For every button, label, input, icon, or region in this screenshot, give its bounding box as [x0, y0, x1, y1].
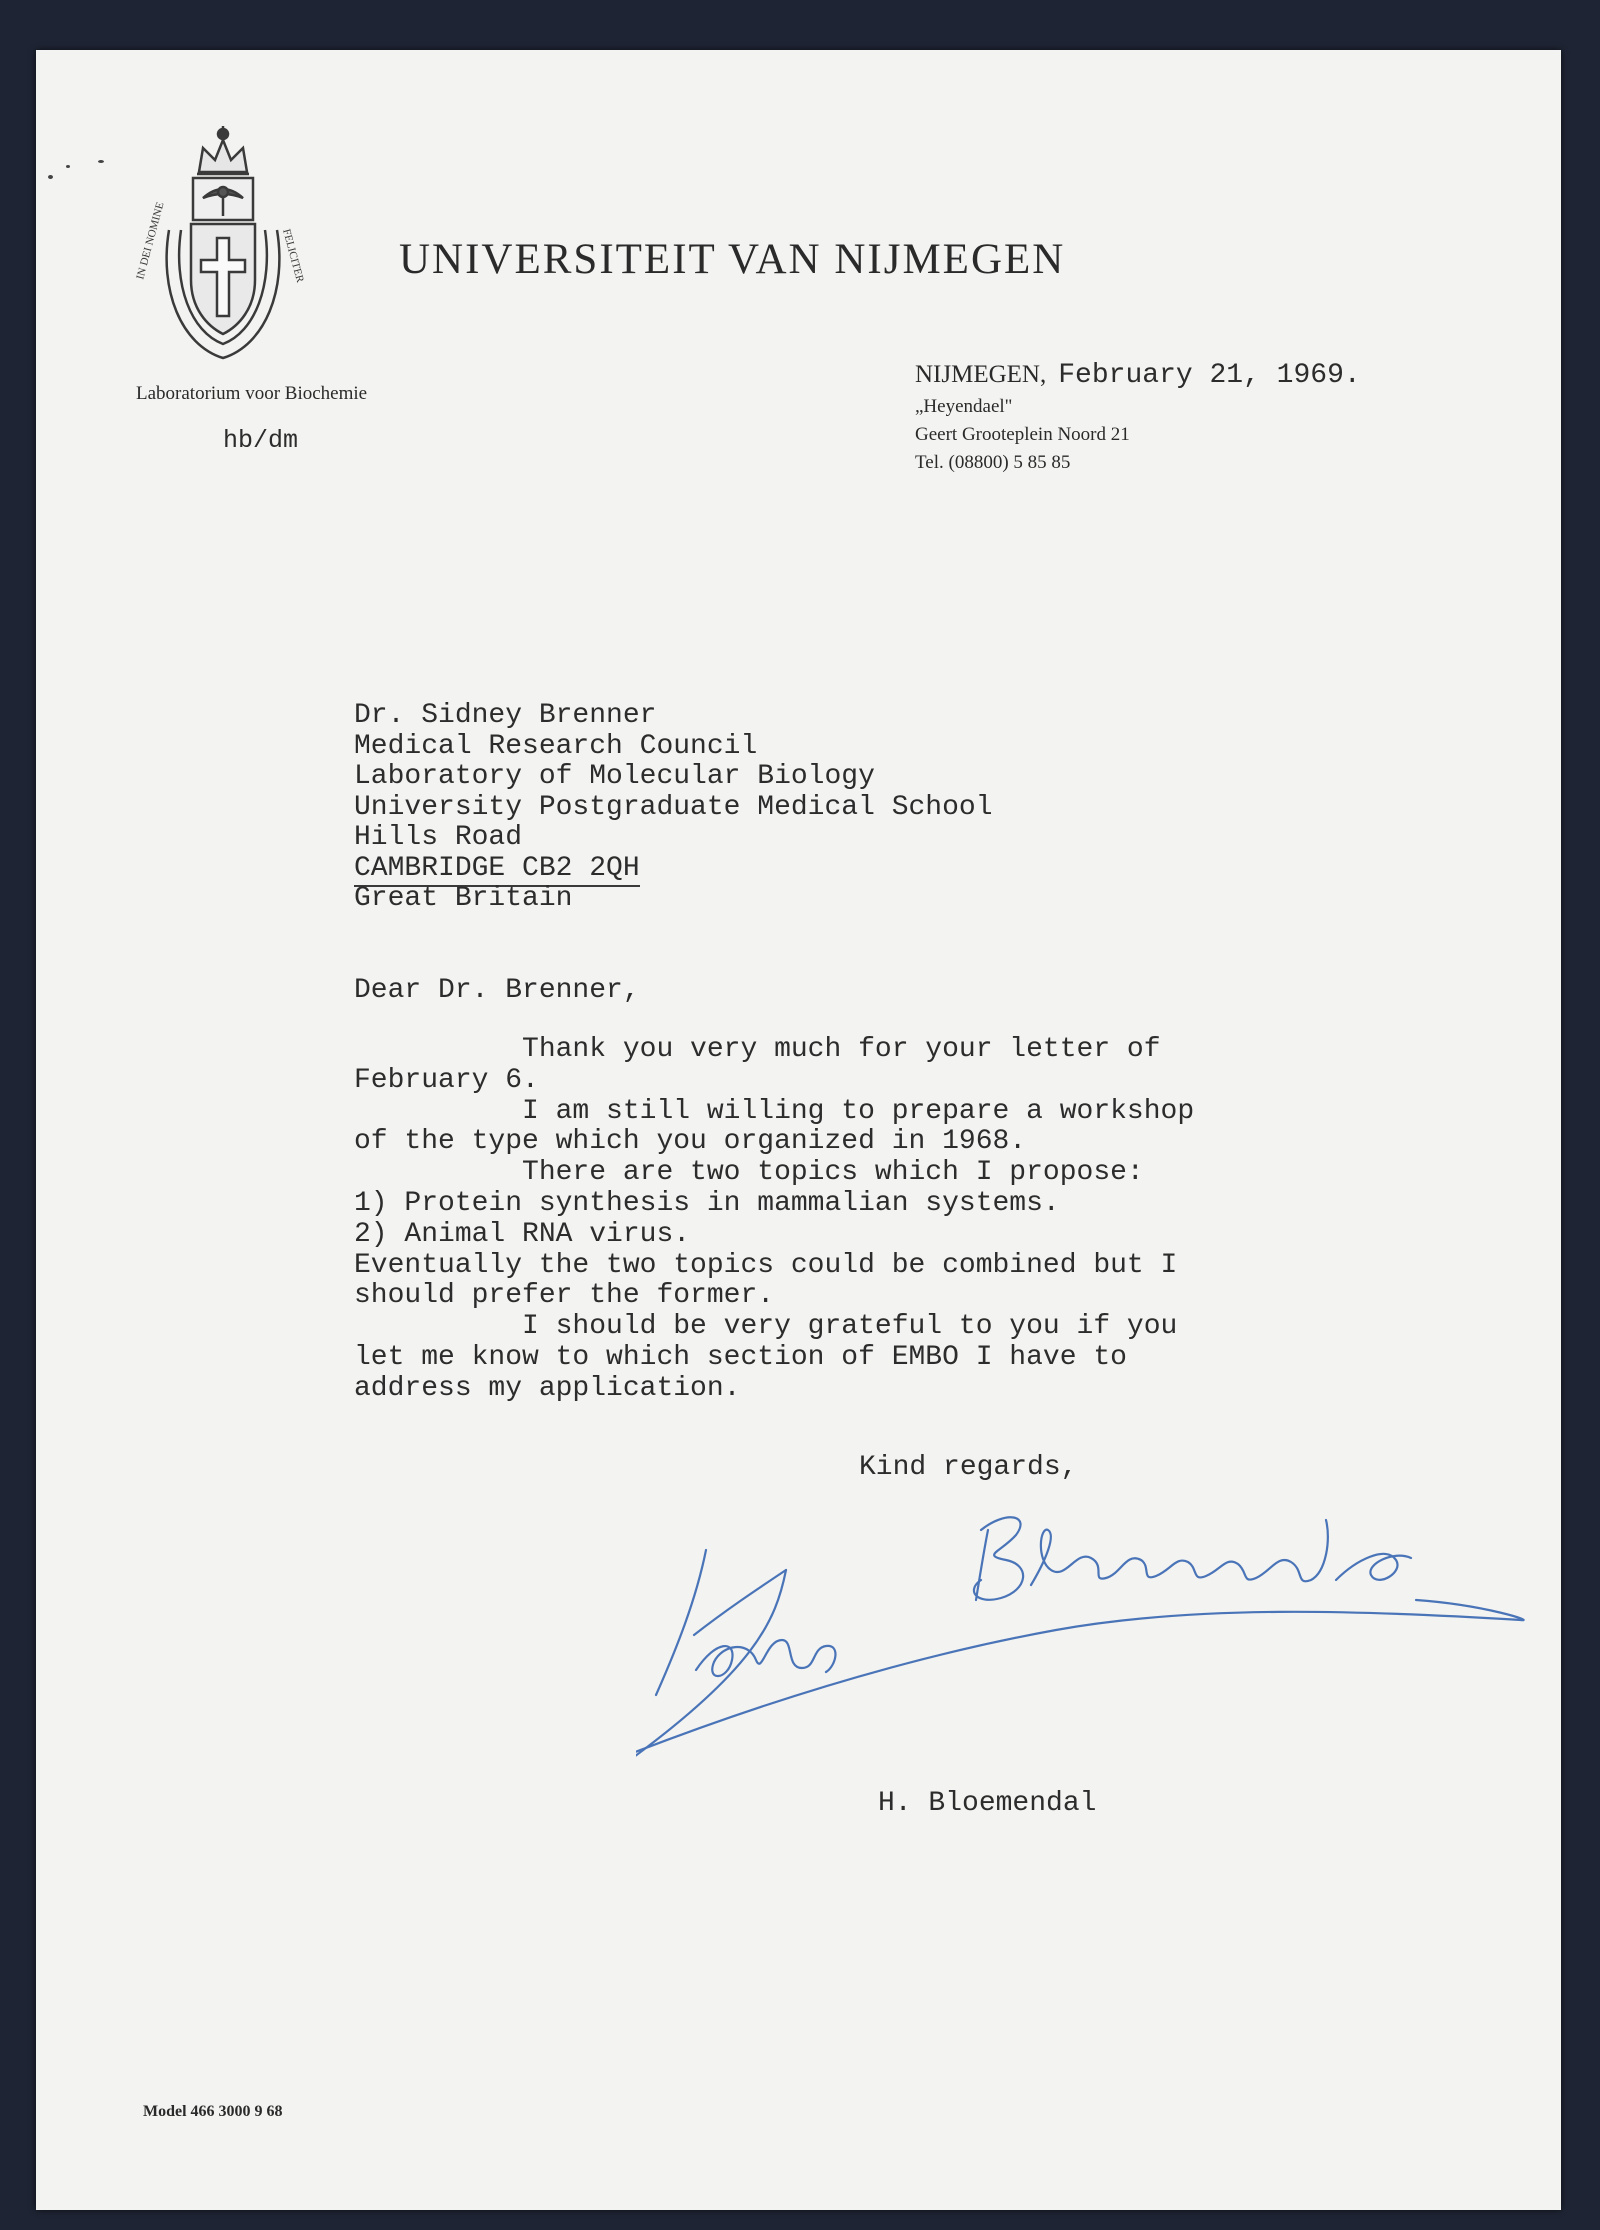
handwritten-signature	[636, 1490, 1586, 1840]
body-line: February 6.	[354, 1064, 539, 1096]
body-line: 2) Animal RNA virus.	[354, 1218, 691, 1250]
recipient-line: Laboratory of Molecular Biology	[354, 761, 875, 792]
ink-speck	[48, 175, 53, 179]
body-line: address my application.	[354, 1372, 741, 1404]
body-line: I should be very grateful to you if you	[354, 1311, 1178, 1343]
university-crest-icon	[131, 120, 316, 365]
body-line: Eventually the two topics could be combined but I	[354, 1249, 1178, 1281]
reference-initials: hb/dm	[223, 426, 299, 455]
address-street: Geert Grooteplein Noord 21	[915, 424, 1130, 445]
svg-text:IN DEI NOMINE: IN DEI NOMINE	[134, 200, 167, 281]
recipient-line: Medical Research Council	[354, 730, 758, 762]
university-name: UNIVERSITEIT VAN NIJMEGEN	[399, 236, 1066, 283]
closing: Kind regards,	[859, 1452, 1078, 1483]
body-line: I am still willing to prepare a workshop	[354, 1095, 1195, 1127]
body-line: of the type which you organized in 1968.	[354, 1126, 1027, 1158]
letter-date: February 21, 1969.	[1058, 360, 1361, 391]
recipient-line: Dr. Sidney Brenner	[354, 700, 657, 731]
letter-body	[354, 1035, 1194, 1405]
recipient-address	[354, 701, 993, 915]
letter-sheet	[36, 50, 1561, 2210]
body-line: let me know to which section of EMBO I have to	[354, 1341, 1127, 1373]
laboratory-name: Laboratorium voor Biochemie	[136, 383, 368, 404]
recipient-line: University Postgraduate Medical School	[354, 791, 993, 823]
recipient-line: Hills Road	[354, 822, 523, 853]
address-telephone: Tel. (08800) 5 85 85	[915, 452, 1071, 473]
recipient-city: CAMBRIDGE CB2 2QH	[354, 853, 640, 887]
salutation: Dear Dr. Brenner,	[354, 975, 640, 1006]
ink-speck	[66, 165, 70, 168]
svg-text:FELICITER: FELICITER	[280, 227, 306, 284]
form-number: Model 466 3000 9 68	[143, 2103, 283, 2120]
place-name: NIJMEGEN,	[915, 361, 1047, 388]
place-and-date	[915, 360, 1361, 391]
body-line: There are two topics which I propose:	[354, 1157, 1144, 1189]
body-line: should prefer the former.	[354, 1280, 775, 1312]
signer-name: H. Bloemendal	[878, 1788, 1097, 1819]
address-building: „Heyendael"	[915, 396, 1013, 417]
ink-speck	[98, 160, 104, 163]
body-line: 1) Protein synthesis in mammalian systems.	[354, 1187, 1060, 1219]
body-line: Thank you very much for your letter of	[354, 1034, 1161, 1065]
recipient-country: Great Britain	[354, 883, 573, 914]
